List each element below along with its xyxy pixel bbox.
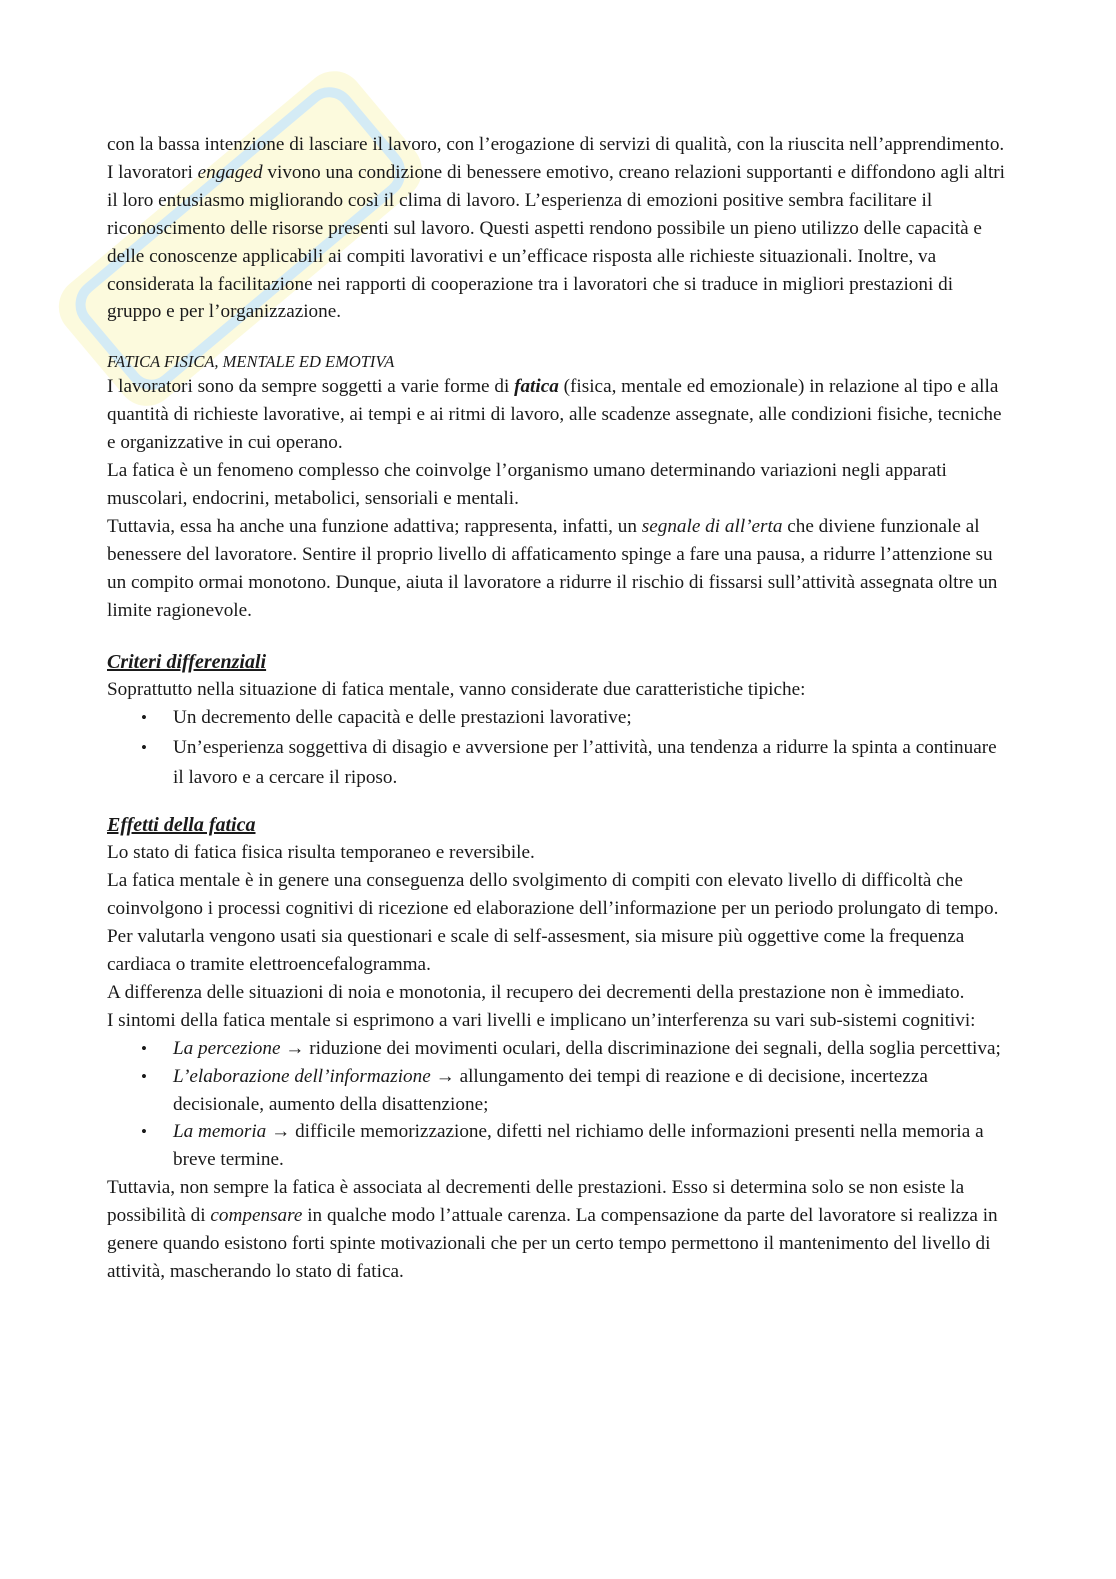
section-title: FATICA FISICA, MENTALE ED EMOTIVA bbox=[107, 352, 395, 372]
term-segnale: segnale di all’erta bbox=[641, 515, 783, 537]
heading-effetti: Effetti della fatica bbox=[107, 814, 256, 837]
document-page bbox=[107, 131, 1007, 1286]
bullet-icon: • bbox=[141, 738, 147, 758]
arrow-icon: → bbox=[285, 1037, 305, 1059]
paragraph-criteri-intro: Soprattutto nella situazione di fatica mentale, vanno considerate due caratteristiche tipiche: bbox=[107, 678, 806, 700]
arrow-icon: → bbox=[271, 1121, 291, 1143]
paragraph-engagement: con la bassa intenzione di lasciare il lavoro, con l’erogazione di servizi di qualità, con la riuscita nell’apprendimento. I lavoratori engaged vivono una condizione di benessere emotivo, creano relazioni supportanti e diffondono agli altri il loro entusiasmo migliorando così il clima di lavoro. L’esperienza di emozioni positive sembra facilitare il riconoscimento delle risorse presenti sul lavoro. Questi aspetti rendono possibile un pieno utilizzo delle capacità e delle conoscenze applicabili ai compiti lavorativi e un’efficace risposta alle richieste situazionali. Inoltre, va considerata la facilitazione nei rapporti di cooperazione tra i lavoratori che si traduce in migliori prestazioni di gruppo e per l’organizzazione. bbox=[107, 134, 1006, 323]
term-compensare: compensare bbox=[210, 1205, 303, 1227]
paragraph-effetti-1: Lo stato di fatica fisica risulta temporaneo e reversibile. bbox=[107, 842, 535, 864]
paragraph-fatica-adaptive: Tuttavia, essa ha anche una funzione adattiva; rappresenta, infatti, un segnale di all’erta che diviene funzionale al benessere del lavoratore. Sentire il proprio livello di affaticamento spinge a fare una pausa, a ridurre l’attenzione su un compito ormai monotono. Dunque, aiuta il lavoratore a ridurre il rischio di fissarsi sull’attività assegnata oltre un limite ragionevole. bbox=[107, 515, 998, 621]
bullet-icon: • bbox=[141, 708, 147, 728]
paragraph-fatica-intro: I lavoratori sono da sempre soggetti a varie forme di fatica (fisica, mentale ed emozionale) in relazione al tipo e alla quantità di richieste lavorative, ai tempi e ai ritmi di lavoro, alle scadenze assegnate, alle condizioni fisiche, tecniche e organizzative in cui operano. bbox=[107, 376, 1002, 454]
paragraph-fatica-complex: La fatica è un fenomeno complesso che coinvolge l’organismo umano determinando variazioni negli apparati muscolari, endocrini, metabolici, sensoriali e mentali. bbox=[107, 460, 947, 509]
heading-criteri: Criteri differenziali bbox=[107, 650, 267, 673]
criteri-list bbox=[107, 703, 1007, 793]
list-item: • Un’esperienza soggettiva di disagio e avversione per l’attività, una tendenza a ridurre la spinta a continuare il lavoro e a cercare il riposo. bbox=[107, 733, 1007, 793]
paragraph-effetti-5: Tuttavia, non sempre la fatica è associata al decrementi delle prestazioni. Esso si determina solo se non esiste la possibilità di compensare in qualche modo l’attuale carenza. La compensazione da parte del lavoratore si realizza in genere quando esistono forti spinte motivazionali che per un certo tempo permettono il mantenimento del livello di attività, mascherando lo stato di fatica. bbox=[107, 1177, 998, 1282]
bullet-icon: • bbox=[141, 1122, 147, 1142]
arrow-icon: → bbox=[435, 1065, 455, 1087]
paragraph-effetti-4: I sintomi della fatica mentale si esprimono a vari livelli e implicano un’interferenza su vari sub-sistemi cognitivi: bbox=[107, 1009, 976, 1031]
list-item: • Un decremento delle capacità e delle prestazioni lavorative; bbox=[107, 703, 1007, 733]
paragraph-effetti-3: A differenza delle situazioni di noia e monotonia, il recupero dei decrementi della prestazione non è immediato. bbox=[107, 981, 965, 1003]
bullet-icon: • bbox=[141, 1066, 147, 1086]
list-item: • La percezione → riduzione dei movimenti oculari, della discriminazione dei segnali, della soglia percettiva; bbox=[107, 1035, 1007, 1063]
bullet-icon: • bbox=[141, 1038, 147, 1058]
list-item: • L’elaborazione dell’informazione → allungamento dei tempi di reazione e di decisione, incertezza decisionale, aumento della disattenzione; bbox=[107, 1063, 1007, 1119]
term-engaged: engaged bbox=[197, 161, 263, 183]
paragraph-effetti-2: La fatica mentale è in genere una conseguenza dello svolgimento di compiti con elevato livello di difficoltà che coinvolgono i processi cognitivi di ricezione ed elaborazione dell’informazione per un periodo prolungato di tempo. Per valutarla vengono usati sia questionari e scale di self-assesment, sia misure più oggettive come la frequenza cardiaca o tramite elettroencefalogramma. bbox=[107, 870, 999, 976]
term-fatica: fatica bbox=[514, 376, 559, 398]
list-item: • La memoria → difficile memorizzazione, difetti nel richiamo delle informazioni presenti nella memoria a breve termine. bbox=[107, 1118, 1007, 1174]
sintomi-list bbox=[107, 1035, 1007, 1175]
